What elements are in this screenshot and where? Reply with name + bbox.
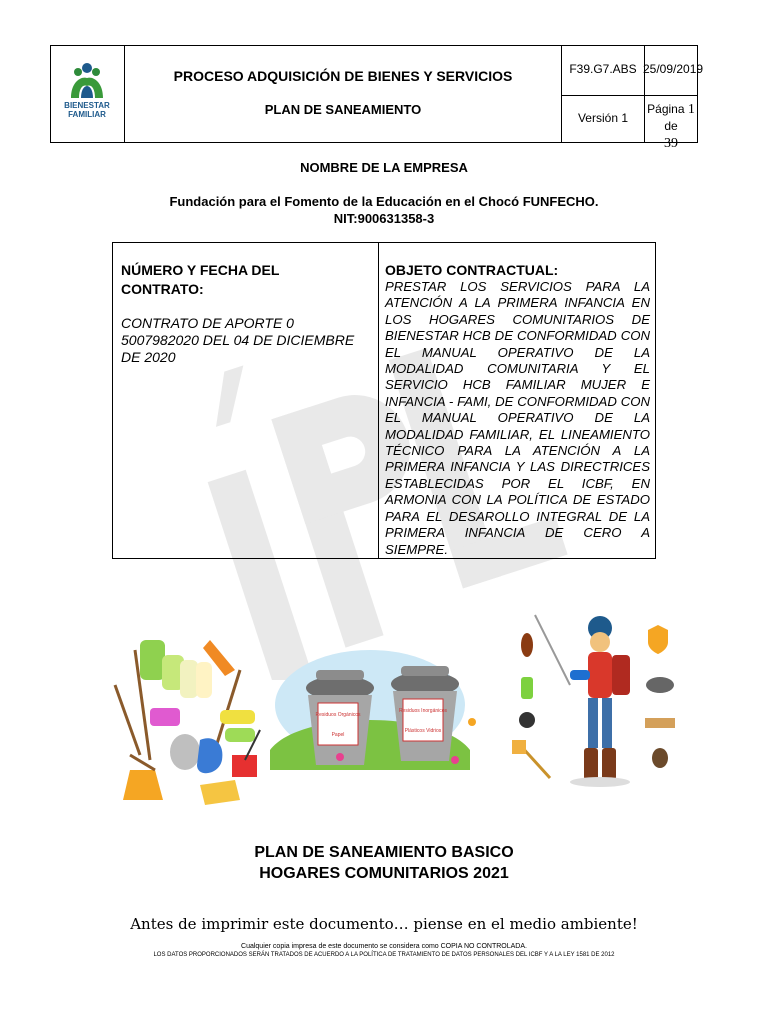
sanitation-illustration (100, 600, 700, 815)
contract-table (112, 242, 656, 559)
plan-title-line1: PLAN DE SANEAMIENTO BASICO (254, 844, 514, 861)
page-indicator (645, 101, 697, 152)
version-cell (562, 96, 645, 142)
contract-object-cell (379, 243, 655, 558)
logo-cell (51, 46, 125, 142)
company-block (0, 193, 768, 227)
page-of: de (664, 119, 678, 133)
plan-title-line2: HOGARES COMUNITARIOS 2021 (259, 865, 509, 882)
document-version: Versión 1 (577, 111, 629, 125)
header-title-cell (125, 46, 562, 142)
contract-object-label: OBJETO CONTRACTUAL: (385, 262, 559, 278)
document-date: 25/09/2019 (643, 62, 704, 76)
pest-control-icon (512, 615, 675, 787)
process-title: PROCESO ADQUISICIÓN DE BIENES Y SERVICIOS (173, 68, 513, 84)
contract-object-value: PRESTAR LOS SERVICIOS PARA LA ATENCIÓN A LA PRIMERA INFANCIA EN LOS HOGARES COMUNITARIOS DE BIENESTAR HCB DE CONFORMIDAD CON EL MANUAL OPERATIVO DE LA MODALIDAD COMUNITARIA Y EL SERVICIO HCB FAMILIAR MUJER E INFANCIA - FAMI, DE CONFORMIDAD CON EL MANUAL OPERATIVO DE LA MODALIDAD FAMILIAR, EL LINEAMIENTO TÉCNICO PARA LA ATENCIÓN A LA PRIMERA INFANCIA Y LAS DIRECTRICES ESTABLECIDAS POR EL ICBF, EN ARMONIA CON LA POLÍTICA DE ESTADO PARA EL DESAROLLO INTEGRAL DE LA PRIMERA INFANCIA DE CERO A SIEMPRE. (385, 279, 650, 557)
bin-right-label: Residuos Inorgánicos (398, 708, 448, 714)
cleaning-tools-icon (115, 640, 260, 805)
date-cell (643, 46, 704, 96)
page-cell (645, 96, 697, 151)
contract-number-cell (113, 243, 379, 558)
print-note: Antes de imprimir este documento… piense en el medio ambiente! (130, 915, 638, 933)
bin-left-sub: Papel (331, 732, 345, 738)
bin-left-label: Residuos Orgánicos (315, 712, 361, 718)
contract-number-label: NÚMERO Y FECHA DEL CONTRATO: (121, 262, 280, 297)
company-name: Fundación para el Fomento de la Educación en el Chocó FUNFECHO. (169, 194, 599, 209)
document-code: F39.G7.ABS (569, 62, 637, 76)
logo-text-1: BIENESTAR (64, 101, 110, 110)
contract-number-value: CONTRATO DE APORTE 0 5007982020 DEL 04 DE DICIEMBRE DE 2020 (121, 315, 355, 365)
logo-text-2: FAMILIAR (68, 110, 106, 119)
copy-disclaimer: Cualquier copia impresa de este documento se considera como COPIA NO CONTROLADA. (241, 943, 527, 950)
bin-right-sub: Plásticos Vidrios (404, 728, 442, 734)
page-prefix: Página (647, 102, 688, 116)
document-header (50, 45, 704, 151)
data-policy-disclaimer: LOS DATOS PROPORCIONADOS SERÁN TRATADOS DE ACUERDO A LA POLÍTICA DE TRATAMIENTO DE DATOS PERSONALES DEL ICBF Y A LA LEY 1581 DE 2012 (153, 952, 615, 958)
company-nit: NIT:900631358-3 (333, 211, 435, 226)
plan-subtitle: PLAN DE SANEAMIENTO (264, 102, 422, 117)
recycling-bins-icon (270, 650, 476, 770)
page-number: 1 (687, 102, 695, 117)
page-total: 39 (664, 136, 678, 151)
code-cell (562, 46, 645, 96)
company-label: NOMBRE DE LA EMPRESA (300, 160, 468, 175)
bienestar-familiar-logo (51, 46, 124, 142)
plan-title (0, 842, 768, 884)
